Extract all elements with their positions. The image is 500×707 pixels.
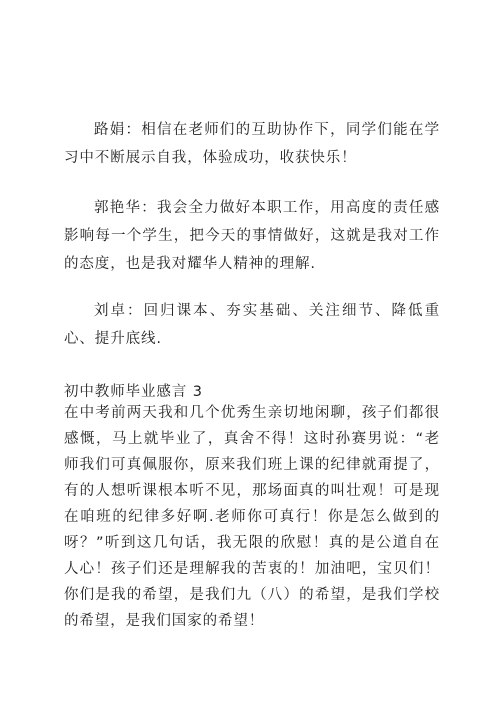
section-body-paragraph: 在中考前两天我和几个优秀生亲切地闲聊，孩子们都很感慨，马上就毕业了，真舍不得！这时孙赛男说：“老师我们可真佩服你，原来我们班上课的纪律就甭提了，有的人想听课根本听不见，那场面真的叫壮观！可是现在咱班的纪律多好啊.老师你可真行！你是怎么做到的呀？”听到这几句话，我无限的欣慰！真的是公道自在人心！孩子们还是理解我的苦衷的！加油吧，宝贝们！你们是我的希望，是我们九（八）的希望，是我们学校的希望，是我们国家的希望！ xyxy=(64,405,440,629)
quote-paragraph-liu-zhuo: 刘卓：回归课本、夯实基础、关注细节、降低重心、提升底线. xyxy=(64,303,440,347)
section-title: 初中教师毕业感言 3 xyxy=(64,384,203,400)
quote-paragraph-lu-juan: 路娟：相信在老师们的互助协作下，同学们能在学习中不断展示自我，体验成功，收获快乐！ xyxy=(64,122,440,166)
quote-paragraph-guo-yanhua: 郭艳华：我会全力做好本职工作，用高度的责任感影响每一个学生，把今天的事情做好，这就是我对工作的态度，也是我对耀华人精神的理解. xyxy=(64,200,440,272)
